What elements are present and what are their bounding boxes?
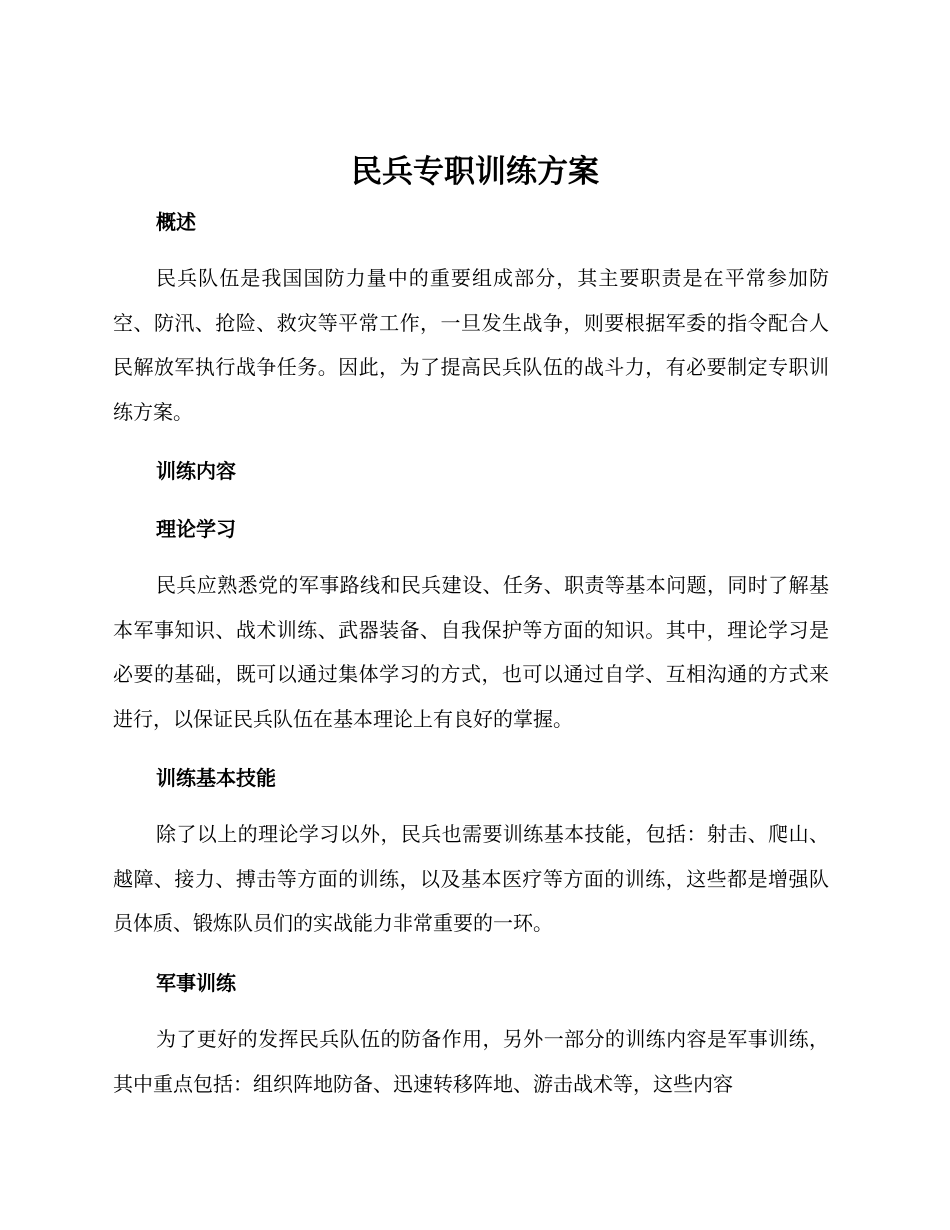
section-paragraph-basic-skills: 除了以上的理论学习以外，民兵也需要训练基本技能，包括：射击、爬山、越障、接力、搏击等方面的训练，以及基本医疗等方面的训练，这些都是增强队员体质、锻炼队员们的实战能力非常重要的一环。	[113, 822, 829, 935]
section-paragraph-military-training: 为了更好的发挥民兵队伍的防备作用，另外一部分的训练内容是军事训练，其中重点包括：组织阵地防备、迅速转移阵地、游击战术等，这些内容	[113, 1027, 829, 1096]
section-heading-training-content: 训练内容	[156, 459, 236, 483]
section-heading-overview: 概述	[156, 210, 196, 234]
section-heading-military-training: 军事训练	[156, 971, 236, 995]
section-heading-basic-skills: 训练基本技能	[156, 766, 276, 790]
document-title: 民兵专职训练方案	[351, 154, 599, 190]
section-paragraph-theory-study: 民兵应熟悉党的军事路线和民兵建设、任务、职责等基本问题，同时了解基本军事知识、战术训练、武器装备、自我保护等方面的知识。其中，理论学习是必要的基础，既可以通过集体学习的方式，也可以通过自学、互相沟通的方式来进行，以保证民兵队伍在基本理论上有良好的掌握。	[113, 573, 829, 731]
section-heading-theory-study: 理论学习	[156, 517, 236, 541]
section-paragraph-overview: 民兵队伍是我国国防力量中的重要组成部分，其主要职责是在平常参加防空、防汛、抢险、救灾等平常工作，一旦发生战争，则要根据军委的指令配合人民解放军执行战争任务。因此，为了提高民兵队伍的战斗力，有必要制定专职训练方案。	[113, 266, 829, 424]
